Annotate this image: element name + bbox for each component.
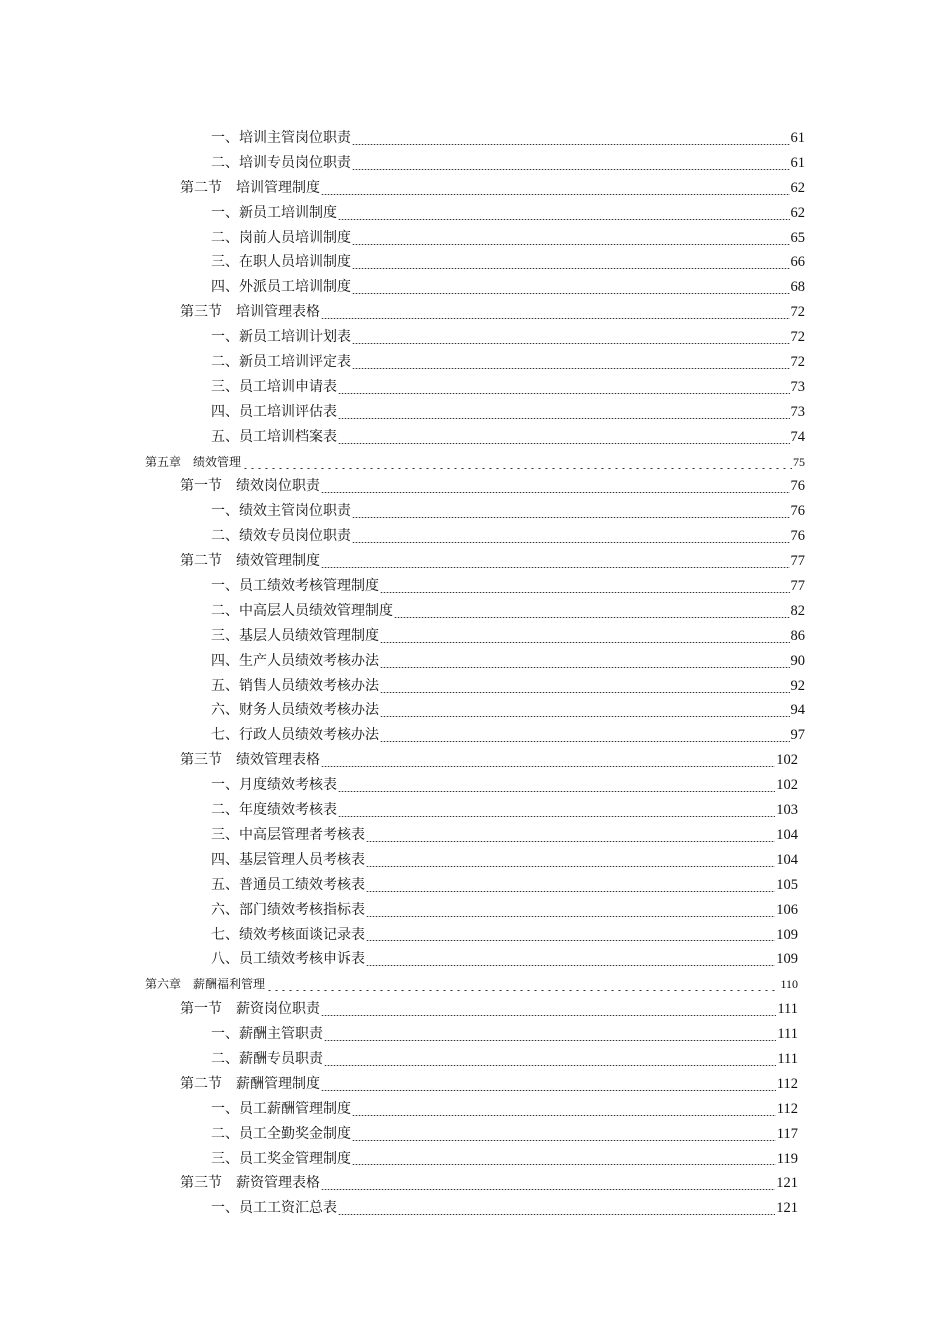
toc-section-row[interactable]	[0, 748, 950, 773]
dot-leader	[321, 1090, 776, 1091]
dot-leader	[366, 841, 775, 842]
toc-entry-label: 五、员工培训档案表	[211, 428, 337, 445]
toc-page-number: 121	[776, 1200, 798, 1217]
toc-item-row[interactable]	[0, 1196, 950, 1221]
toc-item-row[interactable]	[0, 599, 950, 624]
toc-page-number: 72	[790, 304, 805, 321]
toc-entry-label: 三、在职人员培训制度	[211, 254, 351, 271]
toc-entry-label: 七、行政人员绩效考核办法	[211, 727, 379, 744]
toc-page-number: 94	[790, 702, 805, 719]
toc-item-row[interactable]	[0, 151, 950, 176]
dot-leader	[352, 144, 790, 145]
toc-page-number: 97	[790, 727, 805, 744]
dot-leader	[366, 891, 775, 892]
toc-page-number: 65	[790, 229, 805, 246]
toc-page-number: 112	[776, 1075, 798, 1092]
toc-entry-label: 四、外派员工培训制度	[211, 279, 351, 296]
toc-item-row[interactable]	[0, 1097, 950, 1122]
toc-page-number: 111	[777, 1026, 798, 1043]
toc-section-row[interactable]	[0, 997, 950, 1022]
toc-page-number: 111	[777, 1050, 798, 1067]
toc-entry-label: 六、部门绩效考核指标表	[211, 901, 365, 918]
toc-page-number: 92	[790, 677, 805, 694]
toc-page-number: 90	[790, 652, 805, 669]
toc-page-number: 106	[776, 901, 798, 918]
dot-leader	[321, 318, 790, 319]
toc-entry-label: 三、中高层管理者考核表	[211, 826, 365, 843]
dot-leader	[321, 492, 790, 493]
toc-entry-label: 二、新员工培训评定表	[211, 354, 351, 371]
toc-entry-label: 七、绩效考核面谈记录表	[211, 926, 365, 943]
dot-leader	[338, 816, 775, 817]
toc-entry-label: 二、员工全勤奖金制度	[211, 1125, 351, 1142]
dot-leader	[352, 293, 790, 294]
toc-page-number: 76	[790, 478, 805, 495]
dot-leader	[394, 617, 790, 618]
toc-chapter-row[interactable]	[0, 450, 950, 475]
dot-leader	[266, 990, 779, 991]
dot-leader	[380, 716, 790, 717]
toc-entry-label: 四、基层管理人员考核表	[211, 851, 365, 868]
dot-leader	[366, 866, 775, 867]
toc-page-number: 119	[776, 1150, 798, 1167]
toc-item-row[interactable]	[0, 1047, 950, 1072]
toc-page-number: 104	[776, 851, 798, 868]
toc-item-row[interactable]	[0, 425, 950, 450]
toc-entry-label: 一、薪酬主管职责	[211, 1026, 323, 1043]
toc-entry-label: 二、培训专员岗位职责	[211, 154, 351, 171]
toc-chapter-row[interactable]	[0, 972, 950, 997]
dot-leader	[324, 1065, 776, 1066]
toc-page-number: 61	[790, 130, 805, 146]
dot-leader	[338, 418, 790, 419]
toc-item-row[interactable]	[0, 873, 950, 898]
toc-item-row[interactable]	[0, 798, 950, 823]
table-of-contents	[0, 126, 950, 1221]
dot-leader	[321, 1015, 776, 1016]
toc-entry-label: 一、绩效主管岗位职责	[211, 503, 351, 520]
toc-entry-label: 四、员工培训评估表	[211, 403, 337, 420]
toc-entry-label: 第三节 薪资管理表格	[180, 1175, 320, 1192]
toc-section-row[interactable]	[0, 1072, 950, 1097]
toc-entry-label: 三、员工奖金管理制度	[211, 1150, 351, 1167]
toc-entry-label: 二、年度绩效考核表	[211, 802, 337, 819]
toc-item-row[interactable]	[0, 400, 950, 425]
toc-page-number: 76	[790, 528, 805, 545]
toc-entry-label: 第二节 培训管理制度	[180, 179, 320, 196]
toc-item-row[interactable]	[0, 947, 950, 972]
toc-page-number: 77	[790, 578, 805, 595]
dot-leader	[321, 194, 790, 195]
toc-section-row[interactable]	[0, 474, 950, 499]
dot-leader	[380, 592, 790, 593]
toc-section-row[interactable]	[0, 300, 950, 325]
toc-item-row[interactable]	[0, 350, 950, 375]
dot-leader	[338, 1214, 775, 1215]
dot-leader	[380, 741, 790, 742]
toc-item-row[interactable]	[0, 1147, 950, 1172]
toc-item-row[interactable]	[0, 923, 950, 948]
toc-page-number: 73	[790, 378, 805, 395]
toc-page-number: 121	[776, 1175, 798, 1192]
toc-item-row[interactable]	[0, 823, 950, 848]
toc-item-row[interactable]	[0, 773, 950, 798]
toc-page-number: 76	[790, 503, 805, 520]
toc-entry-label: 一、员工薪酬管理制度	[211, 1100, 351, 1117]
toc-entry-label: 二、薪酬专员职责	[211, 1050, 323, 1067]
dot-leader	[338, 443, 790, 444]
toc-item-row[interactable]	[0, 649, 950, 674]
toc-item-row[interactable]	[0, 674, 950, 699]
dot-leader	[352, 343, 790, 344]
toc-item-row[interactable]	[0, 848, 950, 873]
toc-page-number: 109	[776, 951, 798, 968]
dot-leader	[321, 567, 790, 568]
toc-entry-label: 一、培训主管岗位职责	[211, 130, 351, 146]
toc-entry-label: 一、月度绩效考核表	[211, 777, 337, 794]
dot-leader	[321, 766, 775, 767]
toc-entry-label: 四、生产人员绩效考核办法	[211, 652, 379, 669]
dot-leader	[352, 169, 790, 170]
dot-leader	[352, 542, 790, 543]
toc-item-row[interactable]	[0, 126, 950, 151]
toc-item-row[interactable]	[0, 201, 950, 226]
toc-page-number: 111	[777, 1001, 798, 1018]
toc-entry-label: 一、新员工培训计划表	[211, 329, 351, 346]
toc-page-number: 61	[790, 154, 805, 171]
toc-item-row[interactable]	[0, 574, 950, 599]
toc-entry-label: 第三节 绩效管理表格	[180, 752, 320, 769]
toc-page-number: 62	[790, 204, 805, 221]
toc-entry-label: 六、财务人员绩效考核办法	[211, 702, 379, 719]
toc-entry-label: 二、岗前人员培训制度	[211, 229, 351, 246]
toc-entry-label: 第一节 绩效岗位职责	[180, 478, 320, 495]
toc-entry-label: 第一节 薪资岗位职责	[180, 1001, 320, 1018]
toc-entry-label: 第三节 培训管理表格	[180, 304, 320, 321]
toc-item-row[interactable]	[0, 1122, 950, 1147]
toc-entry-label: 第五章 绩效管理	[145, 454, 242, 469]
dot-leader	[352, 268, 790, 269]
toc-page-number: 72	[790, 354, 805, 371]
dot-leader	[366, 916, 775, 917]
dot-leader	[366, 965, 775, 966]
toc-entry-label: 第二节 绩效管理制度	[180, 553, 320, 570]
toc-item-row[interactable]	[0, 898, 950, 923]
toc-page-number: 112	[776, 1100, 798, 1117]
dot-leader	[352, 1164, 776, 1165]
toc-item-row[interactable]	[0, 499, 950, 524]
dot-leader	[338, 393, 790, 394]
toc-entry-label: 二、绩效专员岗位职责	[211, 528, 351, 545]
toc-entry-label: 三、员工培训申请表	[211, 378, 337, 395]
toc-page-number: 73	[790, 403, 805, 420]
toc-page-number: 104	[776, 826, 798, 843]
toc-item-row[interactable]	[0, 723, 950, 748]
toc-section-row[interactable]	[0, 549, 950, 574]
toc-section-row[interactable]	[0, 176, 950, 201]
dot-leader	[352, 1115, 776, 1116]
toc-item-row[interactable]	[0, 325, 950, 350]
toc-page-number: 68	[790, 279, 805, 296]
dot-leader	[338, 219, 790, 220]
toc-page-number: 103	[776, 802, 798, 819]
toc-page-number: 105	[776, 876, 798, 893]
toc-page-number: 74	[790, 428, 805, 445]
toc-item-row[interactable]	[0, 250, 950, 275]
toc-item-row[interactable]	[0, 226, 950, 251]
toc-entry-label: 五、销售人员绩效考核办法	[211, 677, 379, 694]
dot-leader	[380, 667, 790, 668]
toc-item-row[interactable]	[0, 624, 950, 649]
toc-page-number: 102	[776, 777, 798, 794]
toc-entry-label: 第二节 薪酬管理制度	[180, 1075, 320, 1092]
toc-entry-label: 一、员工工资汇总表	[211, 1200, 337, 1217]
toc-item-row[interactable]	[0, 524, 950, 549]
toc-page-number: 72	[790, 329, 805, 346]
dot-leader	[324, 1040, 776, 1041]
toc-page-number: 77	[790, 553, 805, 570]
dot-leader	[242, 468, 792, 469]
toc-entry-label: 一、新员工培训制度	[211, 204, 337, 221]
toc-entry-label: 一、员工绩效考核管理制度	[211, 578, 379, 595]
toc-item-row[interactable]	[0, 698, 950, 723]
toc-page-number: 82	[790, 602, 805, 619]
toc-item-row[interactable]	[0, 1022, 950, 1047]
toc-item-row[interactable]	[0, 375, 950, 400]
toc-entry-label: 二、中高层人员绩效管理制度	[211, 602, 393, 619]
dot-leader	[352, 244, 790, 245]
toc-item-row[interactable]	[0, 275, 950, 300]
dot-leader	[352, 368, 790, 369]
dot-leader	[338, 791, 775, 792]
toc-page-number: 110	[780, 977, 798, 992]
toc-page-number: 117	[776, 1125, 798, 1142]
toc-section-row[interactable]	[0, 1171, 950, 1196]
dot-leader	[352, 1140, 776, 1141]
toc-page-number: 109	[776, 926, 798, 943]
toc-page-number: 75	[793, 454, 805, 469]
dot-leader	[352, 517, 790, 518]
dot-leader	[380, 642, 790, 643]
dot-leader	[380, 692, 790, 693]
toc-page-number: 66	[790, 254, 805, 271]
toc-entry-label: 五、普通员工绩效考核表	[211, 876, 365, 893]
toc-page-number: 62	[790, 179, 805, 196]
dot-leader	[321, 1189, 775, 1190]
toc-page-number: 86	[790, 627, 805, 644]
toc-entry-label: 第六章 薪酬福利管理	[145, 977, 266, 992]
toc-entry-label: 八、员工绩效考核申诉表	[211, 951, 365, 968]
dot-leader	[366, 940, 775, 941]
toc-entry-label: 三、基层人员绩效管理制度	[211, 627, 379, 644]
toc-page-number: 102	[776, 752, 798, 769]
